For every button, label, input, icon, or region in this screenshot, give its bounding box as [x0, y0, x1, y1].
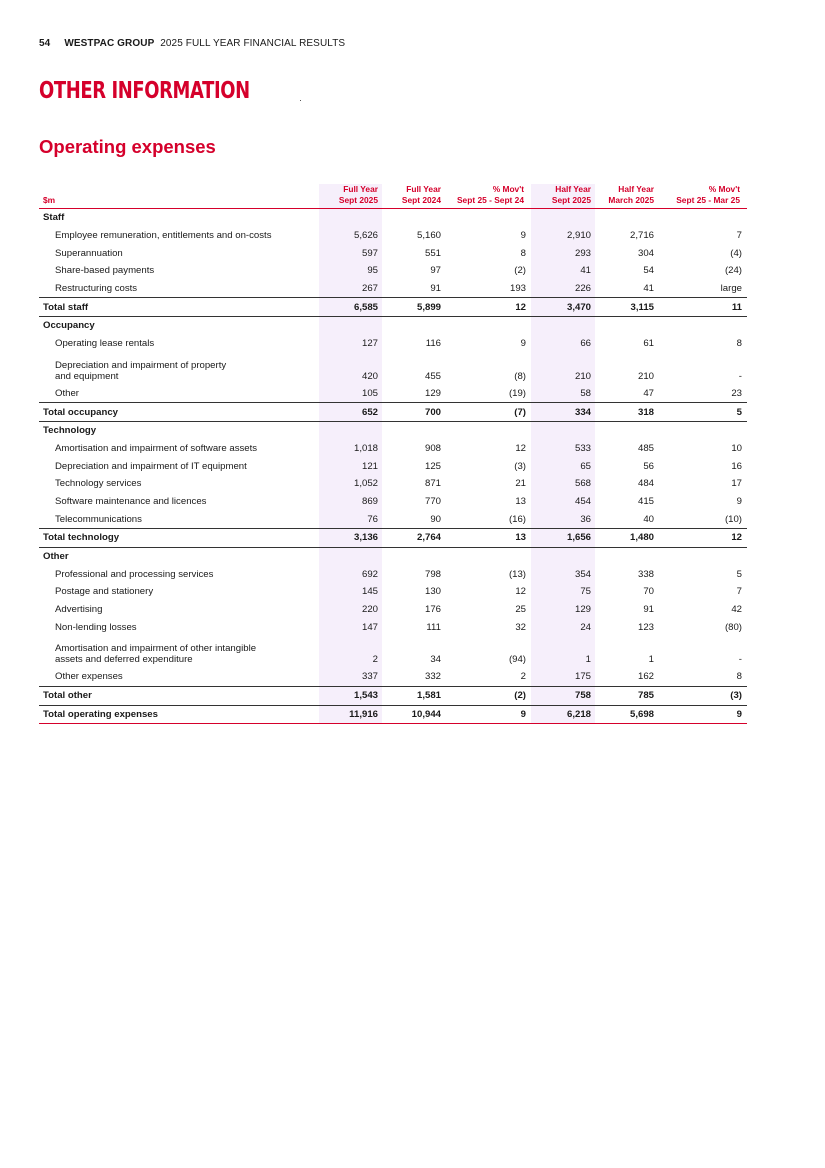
- table-cell: 125: [424, 460, 441, 472]
- table-cell: 129: [531, 601, 595, 619]
- column-header-line2: March 2025: [608, 194, 654, 205]
- table-cell: 90: [430, 513, 441, 525]
- row-label-text: Advertising: [55, 604, 103, 616]
- table-cell: 176: [424, 604, 441, 616]
- row-label-text: Amortisation and impairment of software assets: [55, 442, 258, 454]
- table-cell: [382, 547, 445, 565]
- table-cell: 692: [319, 565, 382, 583]
- table-cell: [319, 209, 382, 227]
- table-cell: 61: [643, 338, 654, 350]
- table-cell: 700: [382, 403, 445, 422]
- column-header: [595, 184, 658, 209]
- page-header: [39, 38, 345, 49]
- table-cell: 332: [424, 671, 441, 683]
- page-number: 54: [39, 38, 51, 49]
- column-header-line1: Full Year: [406, 184, 441, 194]
- table-cell: 34: [430, 654, 441, 666]
- table-cell: [531, 421, 595, 439]
- table-cell: 12: [445, 298, 531, 317]
- table-cell: (2): [445, 686, 531, 705]
- table-cell: 56: [643, 460, 654, 472]
- table-row: [39, 668, 747, 686]
- table-cell: 652: [319, 403, 382, 422]
- table-cell: 42: [731, 604, 742, 616]
- table-cell: 7: [736, 586, 742, 598]
- table-cell: [445, 547, 531, 565]
- table-cell: [531, 317, 595, 335]
- row-label: [39, 227, 319, 245]
- row-label: [39, 457, 319, 475]
- row-label: [39, 421, 319, 439]
- table-cell: 798: [424, 568, 441, 580]
- table-cell: 1: [531, 636, 595, 668]
- table-cell: 9: [520, 338, 526, 350]
- table-cell: 210: [531, 353, 595, 385]
- table-cell: 47: [643, 387, 654, 399]
- table-cell: [319, 317, 382, 335]
- table-row: [39, 565, 747, 583]
- table-cell: (94): [508, 654, 526, 666]
- table-cell: 568: [531, 475, 595, 493]
- column-header-line1: Half Year: [618, 184, 654, 194]
- table-cell: 12: [515, 442, 526, 454]
- table-cell: 145: [319, 583, 382, 601]
- subtotal-row: [39, 403, 747, 422]
- table-cell: 871: [424, 478, 441, 490]
- table-cell: 11,916: [319, 705, 382, 724]
- row-label: [39, 244, 319, 262]
- table-cell: 5: [658, 403, 747, 422]
- table-cell: 121: [319, 457, 382, 475]
- table-body: [39, 209, 747, 724]
- row-label-text: Telecommunications: [55, 513, 142, 525]
- table-cell: 226: [531, 280, 595, 298]
- table-cell: 551: [424, 247, 441, 259]
- table-cell: 123: [637, 621, 654, 633]
- column-header: [445, 184, 531, 209]
- column-header-line2: Sept 25 - Mar 25: [676, 194, 740, 205]
- table-cell: 1,052: [319, 475, 382, 493]
- table-cell: [445, 421, 531, 439]
- row-label-text: Non-lending losses: [55, 621, 137, 633]
- row-label: [39, 565, 319, 583]
- table-cell: [531, 547, 595, 565]
- table-cell: 758: [531, 686, 595, 705]
- column-header-units: [39, 184, 319, 209]
- row-label: [39, 403, 319, 422]
- row-label: [39, 209, 319, 227]
- table-cell: 869: [319, 493, 382, 511]
- row-label-text: Technology services: [55, 478, 142, 490]
- table-cell: [658, 547, 747, 565]
- subtotal-row: [39, 686, 747, 705]
- table-row: [39, 457, 747, 475]
- table-row: [39, 493, 747, 511]
- table-cell: 129: [424, 387, 441, 399]
- row-label: [39, 705, 319, 724]
- table-cell: 10,944: [382, 705, 445, 724]
- section-title: OTHER INFORMATION: [39, 78, 250, 104]
- row-label-text: Other: [43, 551, 69, 563]
- table-row: [39, 475, 747, 493]
- table-cell: 25: [515, 604, 526, 616]
- table-cell: 24: [531, 618, 595, 636]
- table-cell: 318: [595, 403, 658, 422]
- table-cell: 3,470: [531, 298, 595, 317]
- table-cell: 220: [319, 601, 382, 619]
- row-label: [39, 493, 319, 511]
- company-name: WESTPAC GROUP: [64, 38, 155, 49]
- table-cell: 1,480: [595, 529, 658, 548]
- table-cell: 17: [731, 478, 742, 490]
- row-label: [39, 618, 319, 636]
- table-cell: 147: [319, 618, 382, 636]
- grand-total-row: [39, 705, 747, 724]
- table-cell: (8): [514, 370, 526, 382]
- table-cell: 91: [430, 283, 441, 295]
- document-title: 2025 FULL YEAR FINANCIAL RESULTS: [160, 38, 346, 49]
- table-cell: (16): [508, 513, 526, 525]
- table-cell: 1,581: [382, 686, 445, 705]
- table-cell: (7): [445, 403, 531, 422]
- table-cell: [319, 547, 382, 565]
- row-label: [39, 686, 319, 705]
- column-header-line1: Half Year: [555, 184, 591, 194]
- row-label: [39, 353, 319, 385]
- row-label: [39, 298, 319, 317]
- table-cell: [382, 209, 445, 227]
- table-cell: 337: [319, 668, 382, 686]
- table-cell: [595, 209, 658, 227]
- table-cell: 454: [531, 493, 595, 511]
- table-cell: 127: [319, 335, 382, 353]
- column-header: [382, 184, 445, 209]
- table-cell: 10: [731, 442, 742, 454]
- table-cell: 40: [643, 513, 654, 525]
- table-cell: 785: [595, 686, 658, 705]
- operating-expenses-table: [39, 184, 747, 724]
- table-cell: [595, 421, 658, 439]
- table-row: [39, 385, 747, 403]
- row-label: [39, 440, 319, 458]
- column-header-line1: Full Year: [343, 184, 378, 194]
- row-label: [39, 529, 319, 548]
- table-cell: 304: [637, 247, 654, 259]
- row-label: [39, 475, 319, 493]
- row-label: [39, 547, 319, 565]
- table-cell: [531, 209, 595, 227]
- row-label: [39, 636, 319, 668]
- row-label-text: Total operating expenses: [43, 708, 158, 720]
- row-label-text: Superannuation: [55, 247, 123, 259]
- table-cell: 210: [637, 370, 654, 382]
- table-cell: [658, 421, 747, 439]
- table-cell: 533: [531, 440, 595, 458]
- table-row: [39, 583, 747, 601]
- table-cell: 2,716: [629, 230, 654, 242]
- table-cell: (24): [724, 265, 742, 277]
- table-cell: 3,115: [595, 298, 658, 317]
- table-cell: 338: [637, 568, 654, 580]
- row-label: [39, 280, 319, 298]
- row-label: [39, 335, 319, 353]
- row-label-text: Professional and processing services: [55, 568, 214, 580]
- table-cell: 91: [643, 604, 654, 616]
- table-cell: 2,910: [531, 227, 595, 245]
- table-cell: 16: [731, 460, 742, 472]
- row-label-text: Total other: [43, 690, 92, 702]
- table-cell: [445, 317, 531, 335]
- row-label-text: Technology: [43, 425, 97, 437]
- row-label-text: Restructuring costs: [55, 283, 138, 295]
- table-cell: 9: [520, 230, 526, 242]
- table-cell: 908: [424, 442, 441, 454]
- table-cell: 334: [531, 403, 595, 422]
- table-row: [39, 510, 747, 528]
- table-cell: [319, 421, 382, 439]
- table-cell: [382, 421, 445, 439]
- table-cell: 11: [658, 298, 747, 317]
- table-cell: 193: [509, 283, 526, 295]
- table-row: [39, 636, 747, 668]
- table-cell: 21: [515, 478, 526, 490]
- table-cell: 65: [531, 457, 595, 475]
- table-cell: 415: [637, 495, 654, 507]
- table-cell: 76: [319, 510, 382, 528]
- decorative-dot: [300, 100, 301, 101]
- row-label: [39, 668, 319, 686]
- subtotal-row: [39, 529, 747, 548]
- table-row: [39, 262, 747, 280]
- row-label-text: Depreciation and impairment of property: [55, 359, 227, 371]
- table-cell: [658, 317, 747, 335]
- table-cell: 175: [531, 668, 595, 686]
- table-cell: 5: [736, 568, 742, 580]
- row-label-text: Other expenses: [55, 671, 123, 683]
- group-header-row: [39, 421, 747, 439]
- table-cell: 5,698: [595, 705, 658, 724]
- table-cell: 1: [648, 654, 654, 666]
- table-cell: 5,899: [382, 298, 445, 317]
- table-title: Operating expenses: [39, 136, 216, 157]
- table-cell: 485: [637, 442, 654, 454]
- table-cell: large: [720, 283, 742, 295]
- table-cell: 8: [736, 338, 742, 350]
- column-header: [658, 184, 747, 209]
- column-header-line2: Sept 2025: [338, 194, 378, 205]
- table-row: [39, 335, 747, 353]
- row-label-text: Total staff: [43, 301, 89, 313]
- row-label-text: Amortisation and impairment of other intangible: [55, 643, 257, 655]
- table-cell: 5,626: [319, 227, 382, 245]
- table-cell: 12: [515, 586, 526, 598]
- table-cell: 130: [424, 586, 441, 598]
- column-header-line1: % Mov't: [708, 184, 740, 194]
- table-cell: 293: [531, 244, 595, 262]
- table-row: [39, 601, 747, 619]
- table-cell: -: [738, 370, 742, 382]
- table-cell: (13): [508, 568, 526, 580]
- table-cell: 2: [520, 671, 526, 683]
- row-label-text: Total technology: [43, 532, 120, 544]
- subtotal-row: [39, 298, 747, 317]
- table-cell: 8: [736, 671, 742, 683]
- row-label-text: Depreciation and impairment of IT equipment: [55, 460, 247, 472]
- table-cell: (3): [658, 686, 747, 705]
- row-label: [39, 601, 319, 619]
- column-header-line2: Sept 2025: [551, 194, 591, 205]
- table-cell: 54: [643, 265, 654, 277]
- table-cell: (3): [514, 460, 526, 472]
- row-label-text: Share-based payments: [55, 265, 155, 277]
- row-label-text: Operating lease rentals: [55, 338, 155, 350]
- row-label: [39, 583, 319, 601]
- table-cell: 111: [426, 621, 441, 633]
- column-header: [319, 184, 382, 209]
- table-row: [39, 227, 747, 245]
- table-cell: 484: [637, 478, 654, 490]
- column-header-line2: Sept 2024: [401, 194, 441, 205]
- table-cell: 6,218: [531, 705, 595, 724]
- table-cell: 5,160: [416, 230, 441, 242]
- table-cell: 23: [731, 387, 742, 399]
- row-label: [39, 317, 319, 335]
- table-cell: 770: [424, 495, 441, 507]
- table-cell: 41: [531, 262, 595, 280]
- table-cell: 9: [658, 705, 747, 724]
- group-header-row: [39, 209, 747, 227]
- table-cell: 75: [531, 583, 595, 601]
- table-cell: 1,656: [531, 529, 595, 548]
- table-cell: 9: [736, 495, 742, 507]
- table-cell: [382, 317, 445, 335]
- table-cell: 9: [445, 705, 531, 724]
- table-cell: 95: [319, 262, 382, 280]
- row-label-text: Other: [55, 387, 79, 399]
- table-row: [39, 244, 747, 262]
- row-label-text: Total occupancy: [43, 406, 118, 418]
- table-row: [39, 353, 747, 385]
- table-cell: 12: [658, 529, 747, 548]
- table-cell: (2): [514, 265, 526, 277]
- row-label-text: Postage and stationery: [55, 586, 154, 598]
- table-cell: 70: [643, 586, 654, 598]
- table-cell: 162: [637, 671, 654, 683]
- table-cell: 354: [531, 565, 595, 583]
- table-cell: 97: [430, 265, 441, 277]
- group-header-row: [39, 317, 747, 335]
- row-label: [39, 262, 319, 280]
- table-cell: 116: [425, 338, 441, 350]
- row-label-text: Employee remuneration, entitlements and on-costs: [55, 230, 272, 242]
- table-cell: (80): [724, 621, 742, 633]
- table-cell: 66: [531, 335, 595, 353]
- table-cell: (10): [724, 513, 742, 525]
- row-label: [39, 385, 319, 403]
- table-cell: 7: [736, 230, 742, 242]
- column-header: [531, 184, 595, 209]
- table-cell: [595, 547, 658, 565]
- row-label-text: Occupancy: [43, 320, 95, 332]
- table-cell: -: [738, 654, 742, 666]
- table-cell: 13: [515, 495, 526, 507]
- table-cell: [658, 209, 747, 227]
- table-header-row: [39, 184, 747, 209]
- row-label-text: Software maintenance and licences: [55, 495, 207, 507]
- table-row: [39, 280, 747, 298]
- table-cell: 1,018: [319, 440, 382, 458]
- table-cell: 36: [531, 510, 595, 528]
- table-cell: (4): [730, 247, 742, 259]
- table-cell: 6,585: [319, 298, 382, 317]
- column-header-line2: Sept 25 - Sept 24: [456, 194, 524, 205]
- table-cell: 8: [520, 247, 526, 259]
- table-cell: 3,136: [319, 529, 382, 548]
- table-cell: 1,543: [319, 686, 382, 705]
- table-cell: 2: [319, 636, 382, 668]
- row-label-text-line2: and equipment: [55, 370, 119, 382]
- table-cell: 41: [643, 283, 654, 295]
- column-header-line1: % Mov't: [492, 184, 524, 194]
- row-label-text: Staff: [43, 212, 65, 224]
- table-cell: 455: [424, 370, 441, 382]
- table-cell: (19): [508, 387, 526, 399]
- table-cell: 597: [319, 244, 382, 262]
- table-cell: 32: [515, 621, 526, 633]
- table-row: [39, 440, 747, 458]
- column-header-line2: $m: [43, 194, 56, 205]
- row-label-text-line2: assets and deferred expenditure: [55, 654, 193, 666]
- table-cell: [445, 209, 531, 227]
- table-row: [39, 618, 747, 636]
- table-cell: 105: [319, 385, 382, 403]
- table-cell: 267: [319, 280, 382, 298]
- table-cell: 58: [531, 385, 595, 403]
- table-cell: 13: [445, 529, 531, 548]
- table-cell: 420: [319, 353, 382, 385]
- group-header-row: [39, 547, 747, 565]
- row-label: [39, 510, 319, 528]
- table-cell: 2,764: [382, 529, 445, 548]
- table-cell: [595, 317, 658, 335]
